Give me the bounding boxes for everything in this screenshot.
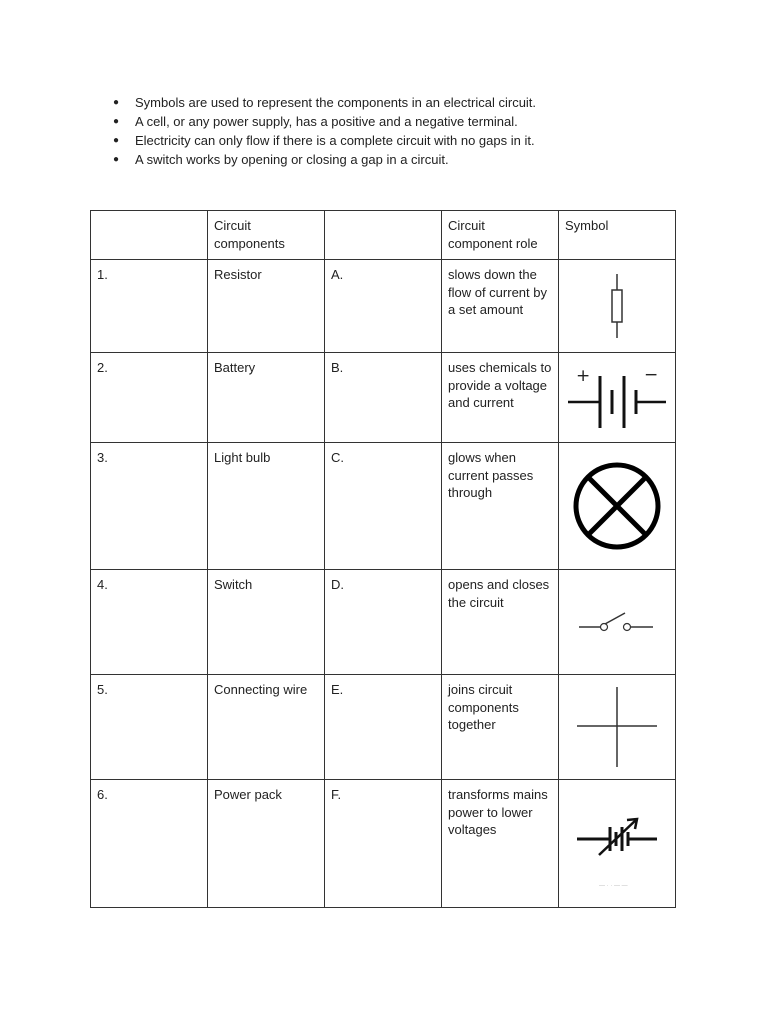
header-role: Circuit component role [442, 211, 559, 260]
table-row [91, 780, 676, 908]
negative-terminal-label: − [644, 364, 659, 385]
header-letter [325, 211, 442, 260]
row-letter: D. [325, 570, 442, 675]
component-role: opens and closes the circuit [442, 570, 559, 675]
component-role: glows when current passes through [442, 443, 559, 570]
component-role: joins circuit components together [442, 675, 559, 780]
component-name: Power pack [208, 780, 325, 908]
component-role: transforms mains power to lower voltages [442, 780, 559, 908]
header-number [91, 211, 208, 260]
row-letter: C. [325, 443, 442, 570]
circuit-components-table [90, 210, 676, 908]
row-number: 6. [91, 780, 208, 908]
row-number: 4. [91, 570, 208, 675]
header-components: Circuit components [208, 211, 325, 260]
watermark-text: — · · — — [599, 882, 628, 889]
row-number: 1. [91, 260, 208, 353]
row-letter: F. [325, 780, 442, 908]
switch-symbol [567, 587, 667, 657]
component-name: Battery [208, 353, 325, 443]
row-letter: E. [325, 675, 442, 780]
positive-terminal-label: + [576, 365, 591, 386]
lamp-symbol [567, 456, 667, 556]
row-number: 5. [91, 675, 208, 780]
component-name: Light bulb [208, 443, 325, 570]
bullet-item: ● Electricity can only flow if there is a complete circuit with no gaps in it. [113, 131, 536, 150]
row-number: 3. [91, 443, 208, 570]
table-row [91, 353, 676, 443]
resistor-symbol [567, 266, 667, 346]
bullet-item: ● Symbols are used to represent the components in an electrical circuit. [113, 93, 536, 112]
row-letter: B. [325, 353, 442, 443]
component-name: Connecting wire [208, 675, 325, 780]
component-role: uses chemicals to provide a voltage and current [442, 353, 559, 443]
component-name: Switch [208, 570, 325, 675]
row-number: 2. [91, 353, 208, 443]
table-row [91, 443, 676, 570]
table-row [91, 260, 676, 353]
table-row [91, 675, 676, 780]
intro-bullet-list [113, 93, 536, 169]
header-symbol: Symbol [559, 211, 676, 260]
component-role: slows down the flow of current by a set amount [442, 260, 559, 353]
variable-power-supply-symbol [567, 789, 667, 899]
battery-symbol [562, 358, 672, 438]
bullet-item: ● A cell, or any power supply, has a positive and a negative terminal. [113, 112, 536, 131]
table-header-row [91, 211, 676, 260]
table-row [91, 570, 676, 675]
bullet-item: ● A switch works by opening or closing a gap in a circuit. [113, 150, 536, 169]
row-letter: A. [325, 260, 442, 353]
component-name: Resistor [208, 260, 325, 353]
wire-junction-symbol [567, 682, 667, 772]
